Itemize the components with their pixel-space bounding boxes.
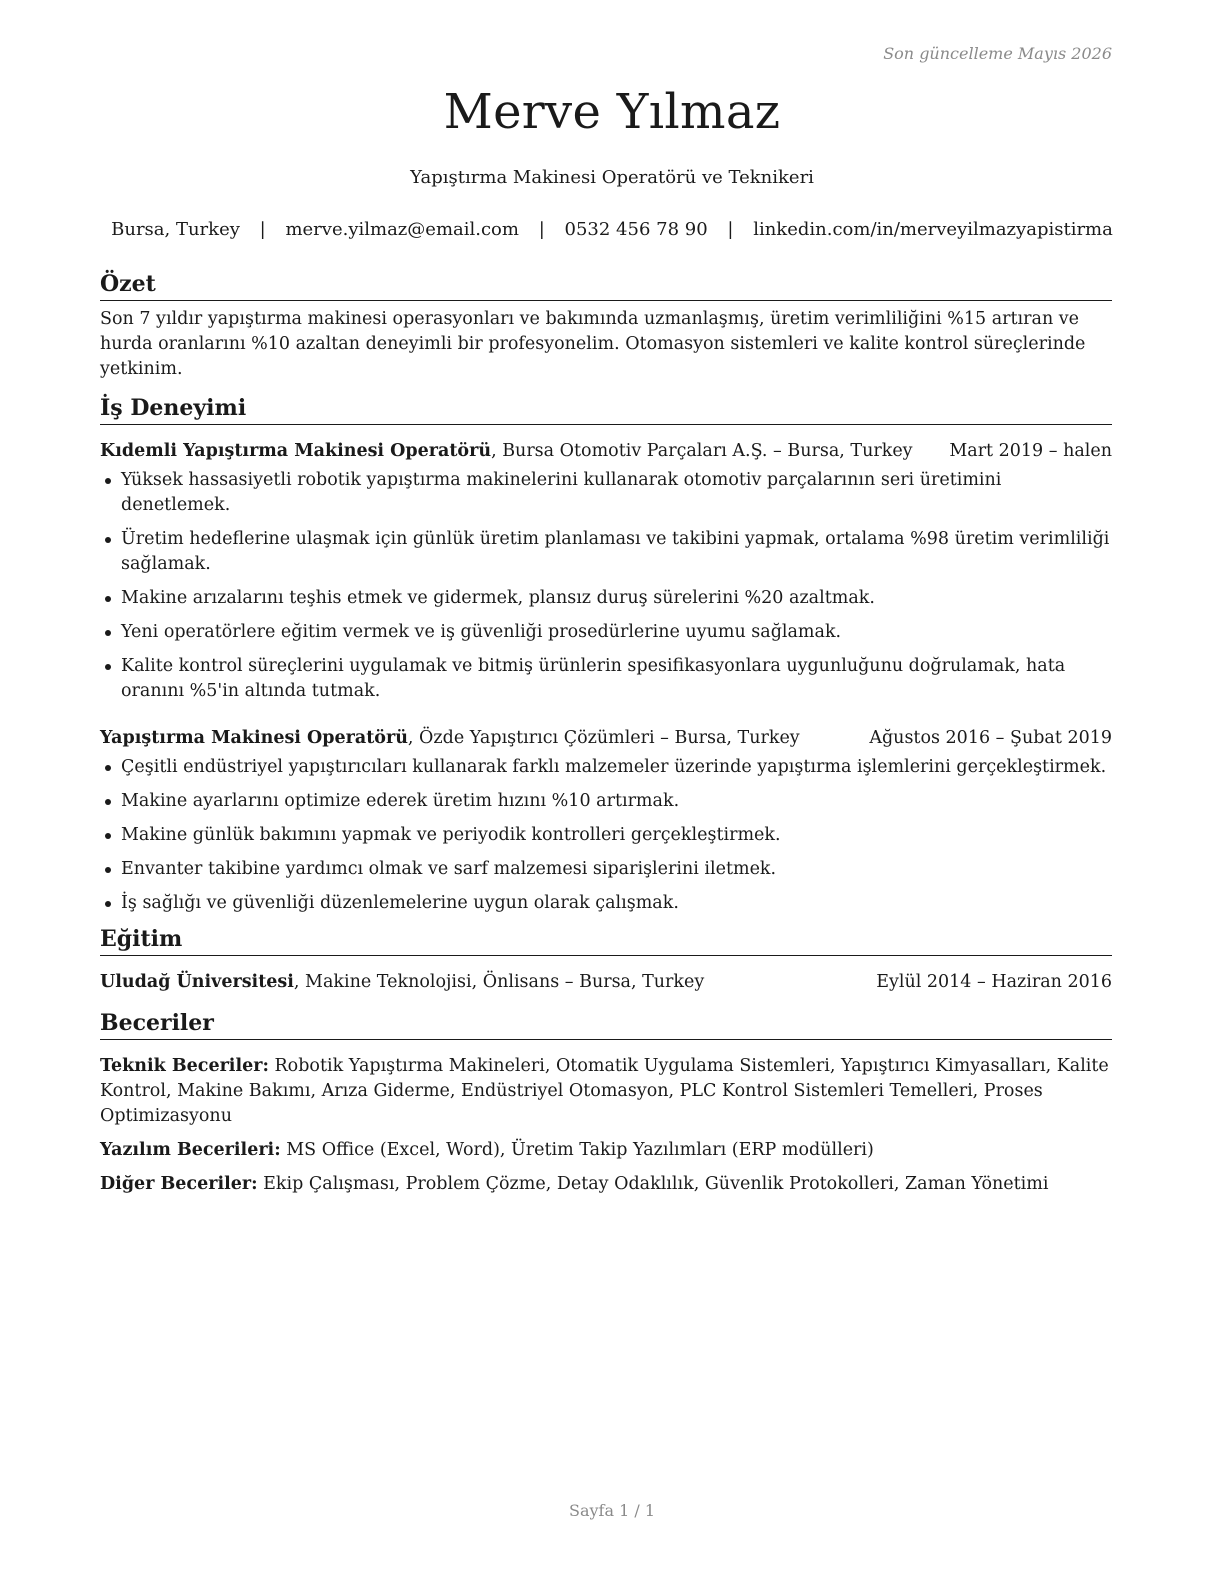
job-company: , Özde Yapıştırıcı Çözümleri – Bursa, Turkey: [407, 728, 800, 748]
list-item: Yeni operatörlere eğitim vermek ve iş güvenliği prosedürlerine uyumu sağlamak.: [100, 620, 1112, 645]
list-item: Üretim hedeflerine ulaşmak için günlük üretim planlaması ve takibini yapmak, ortalama %98 üretim verimliliği sağlamak.: [100, 527, 1112, 577]
skills-section: [100, 1009, 1112, 1197]
education-detail: , Makine Teknolojisi, Önlisans – Bursa, Turkey: [293, 972, 705, 992]
list-item: Çeşitli endüstriyel yapıştırıcıları kullanarak farklı malzemeler üzerinde yapıştırma işlemlerini gerçekleştirmek.: [100, 755, 1112, 780]
skill-value: Robotik Yapıştırma Makineleri, Otomatik Uygulama Sistemleri, Yapıştırıcı Kimyasalları, Kalite Kontrol, Makine Bakımı, Arıza Giderme, Endüstriyel Otomasyon, PLC Kontrol Sistemleri Temelleri, Proses Optimizasyonu: [100, 1056, 1109, 1126]
resume-body: [100, 270, 1112, 1206]
job-entry: [100, 439, 1112, 704]
education-dates: Eylül 2014 – Haziran 2016: [876, 972, 1112, 992]
list-item: Envanter takibine yardımcı olmak ve sarf malzemesi siparişlerini iletmek.: [100, 857, 1112, 882]
contact-line: [0, 219, 1224, 240]
skill-line-other: [100, 1172, 1112, 1197]
list-item: İş sağlığı ve güvenliği düzenlemelerine uygun olarak çalışmak.: [100, 891, 1112, 916]
contact-phone: 0532 456 78 90: [564, 219, 708, 240]
last-updated: Son güncelleme Mayıs 2026: [883, 44, 1112, 63]
education-school: Uludağ Üniversitesi: [100, 972, 294, 992]
job-dates: Mart 2019 – halen: [949, 441, 1112, 461]
contact-separator: |: [259, 219, 266, 240]
list-item: Yüksek hassasiyetli robotik yapıştırma makinelerini kullanarak otomotiv parçalarının seri üretimini denetlemek.: [100, 468, 1112, 518]
list-item: Makine günlük bakımını yapmak ve periyodik kontrolleri gerçekleştirmek.: [100, 823, 1112, 848]
summary-section: [100, 270, 1112, 382]
skill-value: Ekip Çalışması, Problem Çözme, Detay Odaklılık, Güvenlik Protokolleri, Zaman Yönetimi: [263, 1174, 1049, 1194]
section-title-skills: Beceriler: [100, 1009, 1112, 1040]
education-section: [100, 925, 1112, 995]
skill-value: MS Office (Excel, Word), Üretim Takip Yazılımları (ERP modülleri): [286, 1140, 874, 1160]
headline: Yapıştırma Makinesi Operatörü ve Teknikeri: [410, 167, 814, 188]
skill-label: Yazılım Becerileri:: [100, 1140, 281, 1160]
skill-label: Teknik Beceriler:: [100, 1056, 269, 1076]
skill-line-technical: [100, 1054, 1112, 1129]
job-header: [100, 439, 1112, 464]
candidate-name: Merve Yılmaz: [443, 84, 781, 140]
job-header: [100, 726, 1112, 751]
contact-separator: |: [727, 219, 734, 240]
contact-separator: |: [538, 219, 545, 240]
list-item: Makine arızalarını teşhis etmek ve gidermek, plansız duruş sürelerini %20 azaltmak.: [100, 586, 1112, 611]
education-entry: [100, 970, 1112, 995]
job-entry: [100, 726, 1112, 916]
job-company: , Bursa Otomotiv Parçaları A.Ş. – Bursa, Turkey: [491, 441, 913, 461]
list-item: Kalite kontrol süreçlerini uygulamak ve bitmiş ürünlerin spesifikasyonlara uygunluğunu doğrulamak, hata oranını %5'in altında tutmak.: [100, 654, 1112, 704]
contact-email[interactable]: merve.yilmaz@email.com: [285, 219, 519, 240]
job-title: Kıdemli Yapıştırma Makinesi Operatörü: [100, 441, 492, 461]
skill-line-software: [100, 1138, 1112, 1163]
skills-list: [100, 1054, 1112, 1197]
education-degree: [100, 970, 704, 995]
list-item: Makine ayarlarını optimize ederek üretim hızını %10 artırmak.: [100, 789, 1112, 814]
section-title-summary: Özet: [100, 270, 1112, 301]
job-role: [100, 726, 800, 751]
job-bullets: [100, 468, 1112, 704]
contact-linkedin[interactable]: linkedin.com/in/merveyilmazyapistirma: [753, 219, 1113, 240]
job-bullets: [100, 755, 1112, 916]
summary-text: Son 7 yıldır yapıştırma makinesi operasyonları ve bakımında uzmanlaşmış, üretim verimliliğini %15 artıran ve hurda oranlarını %10 azaltan deneyimli bir profesyonelim. Otomasyon sistemleri ve kalite kontrol süreçlerinde yetkinim.: [100, 309, 1086, 379]
job-role: [100, 439, 913, 464]
skill-label: Diğer Beceriler:: [100, 1174, 258, 1194]
section-title-education: Eğitim: [100, 925, 1112, 956]
job-dates: Ağustos 2016 – Şubat 2019: [869, 728, 1112, 748]
section-title-experience: İş Deneyimi: [100, 394, 1112, 425]
page-number: Sayfa 1 / 1: [568, 1501, 655, 1520]
job-title: Yapıştırma Makinesi Operatörü: [100, 728, 408, 748]
experience-section: [100, 394, 1112, 916]
contact-location: Bursa, Turkey: [111, 219, 240, 240]
